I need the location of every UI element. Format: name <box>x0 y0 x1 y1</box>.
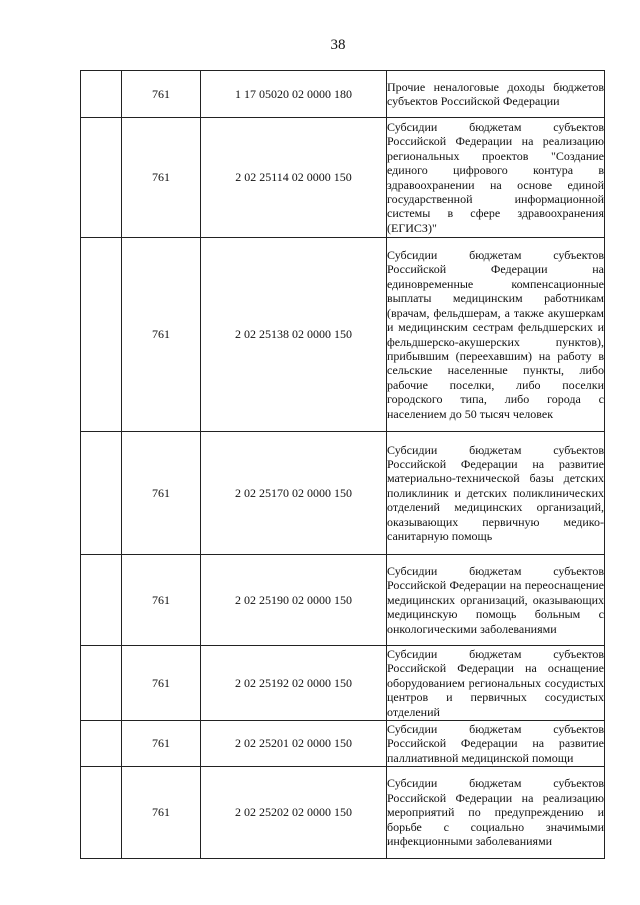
admin-code-cell: 761 <box>122 721 201 767</box>
blank-cell <box>81 555 122 646</box>
description-cell: Субсидии бюджетам субъектов Российской Федерации на единовременные компенсационные выплаты медицинским работникам (врачам, фельдшерам, а также акушеркам и медицинским сестрам фельдшерских и фельдшерско-акушерских пунктов), прибывшим (переехавшим) на работу в сельские населенные пункты, либо рабочие поселки, либо поселки городского типа, либо города с населением до 50 тысяч человек <box>387 238 605 432</box>
description-cell: Субсидии бюджетам субъектов Российской Федерации на реализацию мероприятий по предупреждению и борьбе с социально значимыми инфекционными заболеваниями <box>387 767 605 859</box>
blank-cell <box>81 767 122 859</box>
kbk-code-cell: 2 02 25192 02 0000 150 <box>201 646 387 721</box>
table-row <box>81 432 605 555</box>
kbk-code-cell: 2 02 25202 02 0000 150 <box>201 767 387 859</box>
table-row <box>81 646 605 721</box>
table-row <box>81 118 605 238</box>
table-row <box>81 71 605 118</box>
table-row <box>81 767 605 859</box>
admin-code-cell: 761 <box>122 646 201 721</box>
admin-code-cell: 761 <box>122 118 201 238</box>
kbk-code-cell: 2 02 25190 02 0000 150 <box>201 555 387 646</box>
admin-code-cell: 761 <box>122 71 201 118</box>
table-row <box>81 555 605 646</box>
kbk-code-cell: 2 02 25201 02 0000 150 <box>201 721 387 767</box>
blank-cell <box>81 432 122 555</box>
blank-cell <box>81 118 122 238</box>
description-cell: Субсидии бюджетам субъектов Российской Федерации на развитие материально-технической базы детских поликлиник и детских поликлинических отделений медицинских организаций, оказывающих первичную медико-санитарную помощь <box>387 432 605 555</box>
blank-cell <box>81 721 122 767</box>
admin-code-cell: 761 <box>122 767 201 859</box>
description-cell: Прочие неналоговые доходы бюджетов субъектов Российской Федерации <box>387 71 605 118</box>
kbk-code-cell: 2 02 25138 02 0000 150 <box>201 238 387 432</box>
description-cell: Субсидии бюджетам субъектов Российской Федерации на развитие паллиативной медицинской помощи <box>387 721 604 765</box>
admin-code-cell: 761 <box>122 432 201 555</box>
page-number: 38 <box>330 37 346 53</box>
blank-cell <box>81 646 122 721</box>
blank-cell <box>81 71 122 118</box>
admin-code-cell: 761 <box>122 238 201 432</box>
description-cell: Субсидии бюджетам субъектов Российской Федерации на реализацию региональных проектов "Создание единого цифрового контура в здравоохранении на основе единой государственной информационной системы в сфере здравоохранения (ЕГИСЗ)" <box>387 118 605 238</box>
kbk-code-cell: 2 02 25114 02 0000 150 <box>201 118 387 238</box>
budget-classification-table <box>80 70 605 859</box>
description-cell: Субсидии бюджетам субъектов Российской Федерации на переоснащение медицинских организаций, оказывающих медицинскую помощь больным с онкологическими заболеваниями <box>387 555 605 646</box>
kbk-code-cell: 1 17 05020 02 0000 180 <box>201 71 387 118</box>
table-row <box>81 238 605 432</box>
kbk-code-cell: 2 02 25170 02 0000 150 <box>201 432 387 555</box>
admin-code-cell: 761 <box>122 555 201 646</box>
table-row <box>81 721 605 767</box>
blank-cell <box>81 238 122 432</box>
description-cell: Субсидии бюджетам субъектов Российской Федерации на оснащение оборудованием региональных сосудистых центров и первичных сосудистых отделений <box>387 646 604 719</box>
